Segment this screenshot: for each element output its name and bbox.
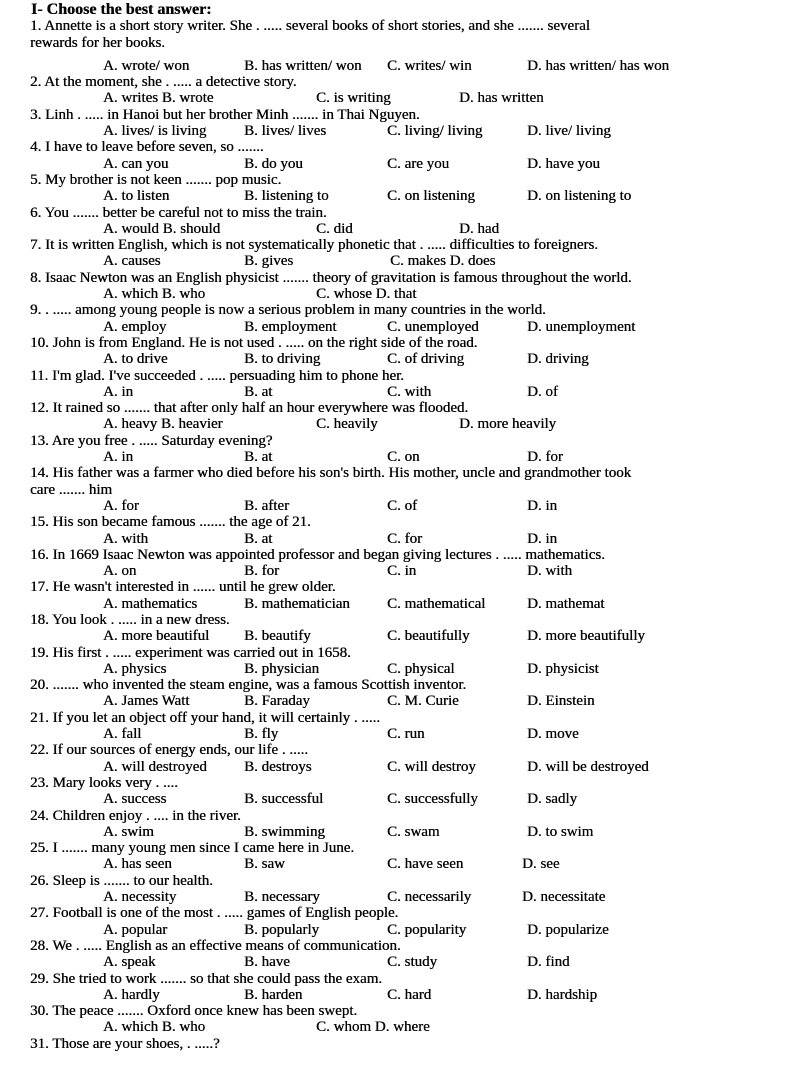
- question-stem-line: 20. ....... who invented the steam engine, was a famous Scottish inventor.: [30, 677, 467, 694]
- answer-option: D. has written/ has won: [527, 57, 670, 74]
- answer-option: A. to listen: [103, 188, 170, 205]
- answer-option: B. listening to: [244, 188, 329, 205]
- options-row: [0, 221, 800, 237]
- answer-option: C. with: [387, 383, 432, 400]
- answer-option: B. harden: [244, 986, 303, 1003]
- answer-option: A. popular: [103, 921, 168, 938]
- answer-option: B. gives: [244, 253, 294, 270]
- spacer: [0, 51, 800, 58]
- question-stem-line: rewards for her books.: [30, 34, 165, 51]
- question-stem-line: 22. If our sources of energy ends, our life . .....: [30, 742, 308, 759]
- answer-option: C. heavily: [316, 416, 378, 433]
- answer-option: B. swimming: [244, 823, 325, 840]
- question-stem-line: 5. My brother is not keen ....... pop music.: [30, 171, 282, 188]
- answer-option: D. had: [459, 220, 499, 237]
- answer-option: A. speak: [103, 954, 156, 971]
- answer-option: B. lives/ lives: [244, 123, 327, 140]
- answer-option: B. saw: [244, 856, 285, 873]
- answer-option: B. after: [244, 497, 289, 514]
- question-stem-line: 13. Are you free . ..... Saturday evening?: [30, 432, 273, 449]
- answer-option: B. Faraday: [244, 693, 310, 710]
- answer-option: D. of: [527, 383, 558, 400]
- answer-option: B. do you: [244, 155, 303, 172]
- answer-option: C. physical: [387, 660, 455, 677]
- answer-option: D. popularize: [527, 921, 609, 938]
- answer-option: C. study: [387, 954, 438, 971]
- options-row: [0, 791, 800, 807]
- options-row: [0, 498, 800, 514]
- options-row: [0, 889, 800, 905]
- question-stem-line: 10. John is from England. He is not used . ..... on the right side of the road.: [30, 334, 478, 351]
- answer-option: A. hardly: [103, 986, 160, 1003]
- answer-option: B. physician: [244, 660, 319, 677]
- options-row: [0, 253, 800, 269]
- answer-option: C. hard: [387, 986, 432, 1003]
- answer-option: D. on listening to: [527, 188, 632, 205]
- options-row: [0, 1019, 800, 1035]
- answer-option: D. more beautifully: [527, 628, 645, 645]
- options-row: [0, 693, 800, 709]
- answer-option: C. swam: [387, 823, 440, 840]
- answer-option: C. on listening: [387, 188, 475, 205]
- question-stem-line: 3. Linh . ..... in Hanoi but her brother Minh ....... in Thai Nguyen.: [30, 106, 420, 123]
- answer-option: D. mathemat: [527, 595, 605, 612]
- question-stem-line: 23. Mary looks very . ....: [30, 774, 178, 791]
- answer-option: D. find: [527, 954, 570, 971]
- answer-option: B. has written/ won: [244, 57, 362, 74]
- answer-option: D. for: [527, 449, 563, 466]
- question-stem-line: 25. I ....... many young men since I came here in June.: [30, 840, 355, 857]
- question-stem-line: 9. . ..... among young people is now a serious problem in many countries in the world.: [30, 302, 546, 319]
- answer-option: A. for: [103, 497, 139, 514]
- answer-option: B. mathematician: [244, 595, 350, 612]
- answer-option: D. unemployment: [527, 318, 636, 335]
- question-stem-line: 18. You look . ..... in a new dress.: [30, 611, 230, 628]
- question-stem-line: 17. He wasn't interested in ...... until he grew older.: [30, 579, 336, 596]
- answer-option: C. have seen: [387, 856, 464, 873]
- answer-option: B. successful: [244, 791, 324, 808]
- answer-option: C. is writing: [316, 90, 391, 107]
- answer-option: C. popularity: [387, 921, 467, 938]
- answer-option: C. M. Curie: [387, 693, 459, 710]
- answer-option: C. will destroy: [387, 758, 476, 775]
- answer-option: B. to driving: [244, 351, 321, 368]
- answer-option: C. are you: [387, 155, 450, 172]
- answer-option: D. with: [527, 563, 572, 580]
- answer-option: B. at: [244, 449, 273, 466]
- answer-option: B. destroys: [244, 758, 312, 775]
- options-row: [0, 90, 800, 106]
- answer-option: C. successfully: [387, 791, 478, 808]
- answer-option: C. unemployed: [387, 318, 479, 335]
- question-stem-line: 31. Those are your shoes, . .....?: [30, 1035, 220, 1052]
- answer-option: B. have: [244, 954, 290, 971]
- question-stem-line: 21. If you let an object off your hand, it will certainly . .....: [30, 709, 381, 726]
- answer-option: A. fall: [103, 726, 142, 743]
- answer-option: B. necessary: [244, 889, 320, 906]
- answer-option: D. to swim: [527, 823, 594, 840]
- question-stem-line: 15. His son became famous ....... the age of 21.: [30, 514, 311, 531]
- answer-option: C. beautifully: [387, 628, 470, 645]
- answer-option: D. move: [527, 726, 579, 743]
- answer-option: A. James Watt: [103, 693, 190, 710]
- question-stem-line: 24. Children enjoy . .... in the river.: [30, 807, 241, 824]
- answer-option: A. necessity: [103, 889, 177, 906]
- answer-option: A. success: [103, 791, 167, 808]
- answer-option: C. whom D. where: [316, 1019, 430, 1036]
- answer-option: C. necessarily: [387, 889, 472, 906]
- answer-option: A. causes: [103, 253, 161, 270]
- answer-option: C. of driving: [387, 351, 465, 368]
- options-row: [0, 856, 800, 872]
- answer-option: D. in: [527, 497, 557, 514]
- options-row: [0, 596, 800, 612]
- options-row: [0, 449, 800, 465]
- answer-option: C. mathematical: [387, 595, 486, 612]
- answer-option: B. fly: [244, 726, 279, 743]
- answer-option: C. run: [387, 726, 425, 743]
- options-row: [0, 188, 800, 204]
- answer-option: A. wrote/ won: [103, 57, 190, 74]
- options-row: [0, 759, 800, 775]
- question-stem-line: 11. I'm glad. I've succeeded . ..... persuading him to phone her.: [30, 367, 404, 384]
- options-row: [0, 922, 800, 938]
- answer-option: B. at: [244, 530, 273, 547]
- answer-option: C. on: [387, 449, 420, 466]
- options-row: [0, 954, 800, 970]
- answer-option: B. employment: [244, 318, 337, 335]
- options-row: [0, 156, 800, 172]
- answer-option: C. in: [387, 563, 417, 580]
- answer-option: D. hardship: [527, 986, 597, 1003]
- question-stem-line: care ....... him: [30, 481, 113, 498]
- section-title: I- Choose the best answer:: [31, 1, 212, 18]
- options-row: [0, 351, 800, 367]
- answer-option: C. for: [387, 530, 422, 547]
- options-row: [0, 416, 800, 432]
- options-row: [0, 628, 800, 644]
- answer-option: C. did: [316, 220, 353, 237]
- options-row: [0, 824, 800, 840]
- answer-option: D. more heavily: [459, 416, 557, 433]
- answer-option: D. in: [527, 530, 557, 547]
- answer-option: A. has seen: [103, 856, 172, 873]
- answer-option: A. with: [103, 530, 148, 547]
- question-stem-line: 7. It is written English, which is not systematically phonetic that . ..... difficulties to foreigners.: [30, 237, 598, 254]
- answer-option: A. mathematics: [103, 595, 198, 612]
- answer-option: C. whose D. that: [316, 286, 417, 303]
- answer-option: D. Einstein: [527, 693, 595, 710]
- answer-option: A. which B. who: [103, 286, 206, 303]
- question-stem-line: 2. At the moment, she . ..... a detective story.: [30, 74, 297, 91]
- question-stem-line: 26. Sleep is ....... to our health.: [30, 872, 213, 889]
- answer-option: A. physics: [103, 660, 167, 677]
- answer-option: B. popularly: [244, 921, 319, 938]
- answer-option: D. physicist: [527, 660, 599, 677]
- answer-option: A. employ: [103, 318, 167, 335]
- answer-option: C. makes D. does: [390, 253, 496, 270]
- answer-option: B. at: [244, 383, 273, 400]
- answer-option: A. more beautiful: [103, 628, 210, 645]
- question-list: [0, 18, 800, 1052]
- question-stem-line: 19. His first . ..... experiment was carried out in 1658.: [30, 644, 351, 661]
- question-stem-line: 6. You ....... better be careful not to miss the train.: [30, 204, 327, 221]
- answer-option: A. writes B. wrote: [103, 90, 214, 107]
- question-stem-line: 27. Football is one of the most . ..... games of English people.: [30, 905, 399, 922]
- question-stem-line: 1. Annette is a short story writer. She . ..... several books of short stories, and she ....... several: [30, 18, 590, 35]
- options-row: [0, 384, 800, 400]
- question-stem-line: 16. In 1669 Isaac Newton was appointed professor and began giving lectures . ..... mathematics.: [30, 546, 605, 563]
- answer-option: B. for: [244, 563, 279, 580]
- answer-option: D. has written: [459, 90, 544, 107]
- options-row: [0, 563, 800, 579]
- answer-option: B. beautify: [244, 628, 311, 645]
- answer-option: A. can you: [103, 155, 169, 172]
- question-stem-line: 4. I have to leave before seven, so .......: [30, 139, 264, 156]
- answer-option: C. writes/ win: [387, 57, 472, 74]
- answer-option: A. heavy B. heavier: [103, 416, 223, 433]
- answer-option: D. driving: [527, 351, 589, 368]
- answer-option: A. will destroyed: [103, 758, 207, 775]
- options-row: [0, 661, 800, 677]
- options-row: [0, 123, 800, 139]
- question-stem-line: 30. The peace ....... Oxford once knew has been swept.: [30, 1003, 358, 1020]
- answer-option: D. see: [522, 856, 560, 873]
- question-stem-line: 29. She tried to work ....... so that she could pass the exam.: [30, 970, 383, 987]
- answer-option: C. living/ living: [387, 123, 483, 140]
- question-stem-line: 14. His father was a farmer who died before his son's birth. His mother, uncle and grandmother took: [30, 465, 632, 482]
- answer-option: A. swim: [103, 823, 154, 840]
- answer-option: C. of: [387, 497, 417, 514]
- answer-option: D. have you: [527, 155, 600, 172]
- answer-option: D. necessitate: [522, 889, 606, 906]
- answer-option: D. sadly: [527, 791, 577, 808]
- options-row: [0, 726, 800, 742]
- answer-option: A. which B. who: [103, 1019, 206, 1036]
- question-stem-line: 28. We . ..... English as an effective means of communication.: [30, 937, 401, 954]
- answer-option: A. would B. should: [103, 220, 221, 237]
- options-row: [0, 987, 800, 1003]
- options-row: [0, 531, 800, 547]
- question-stem-line: 8. Isaac Newton was an English physicist ....... theory of gravitation is famous throughout the world.: [30, 269, 632, 286]
- answer-option: A. to drive: [103, 351, 168, 368]
- options-row: [0, 286, 800, 302]
- answer-option: A. in: [103, 383, 133, 400]
- answer-option: D. will be destroyed: [527, 758, 649, 775]
- options-row: [0, 58, 800, 74]
- answer-option: A. on: [103, 563, 137, 580]
- options-row: [0, 319, 800, 335]
- answer-option: A. in: [103, 449, 133, 466]
- answer-option: D. live/ living: [527, 123, 611, 140]
- answer-option: A. lives/ is living: [103, 123, 207, 140]
- question-stem-line: 12. It rained so ....... that after only half an hour everywhere was flooded.: [30, 400, 469, 417]
